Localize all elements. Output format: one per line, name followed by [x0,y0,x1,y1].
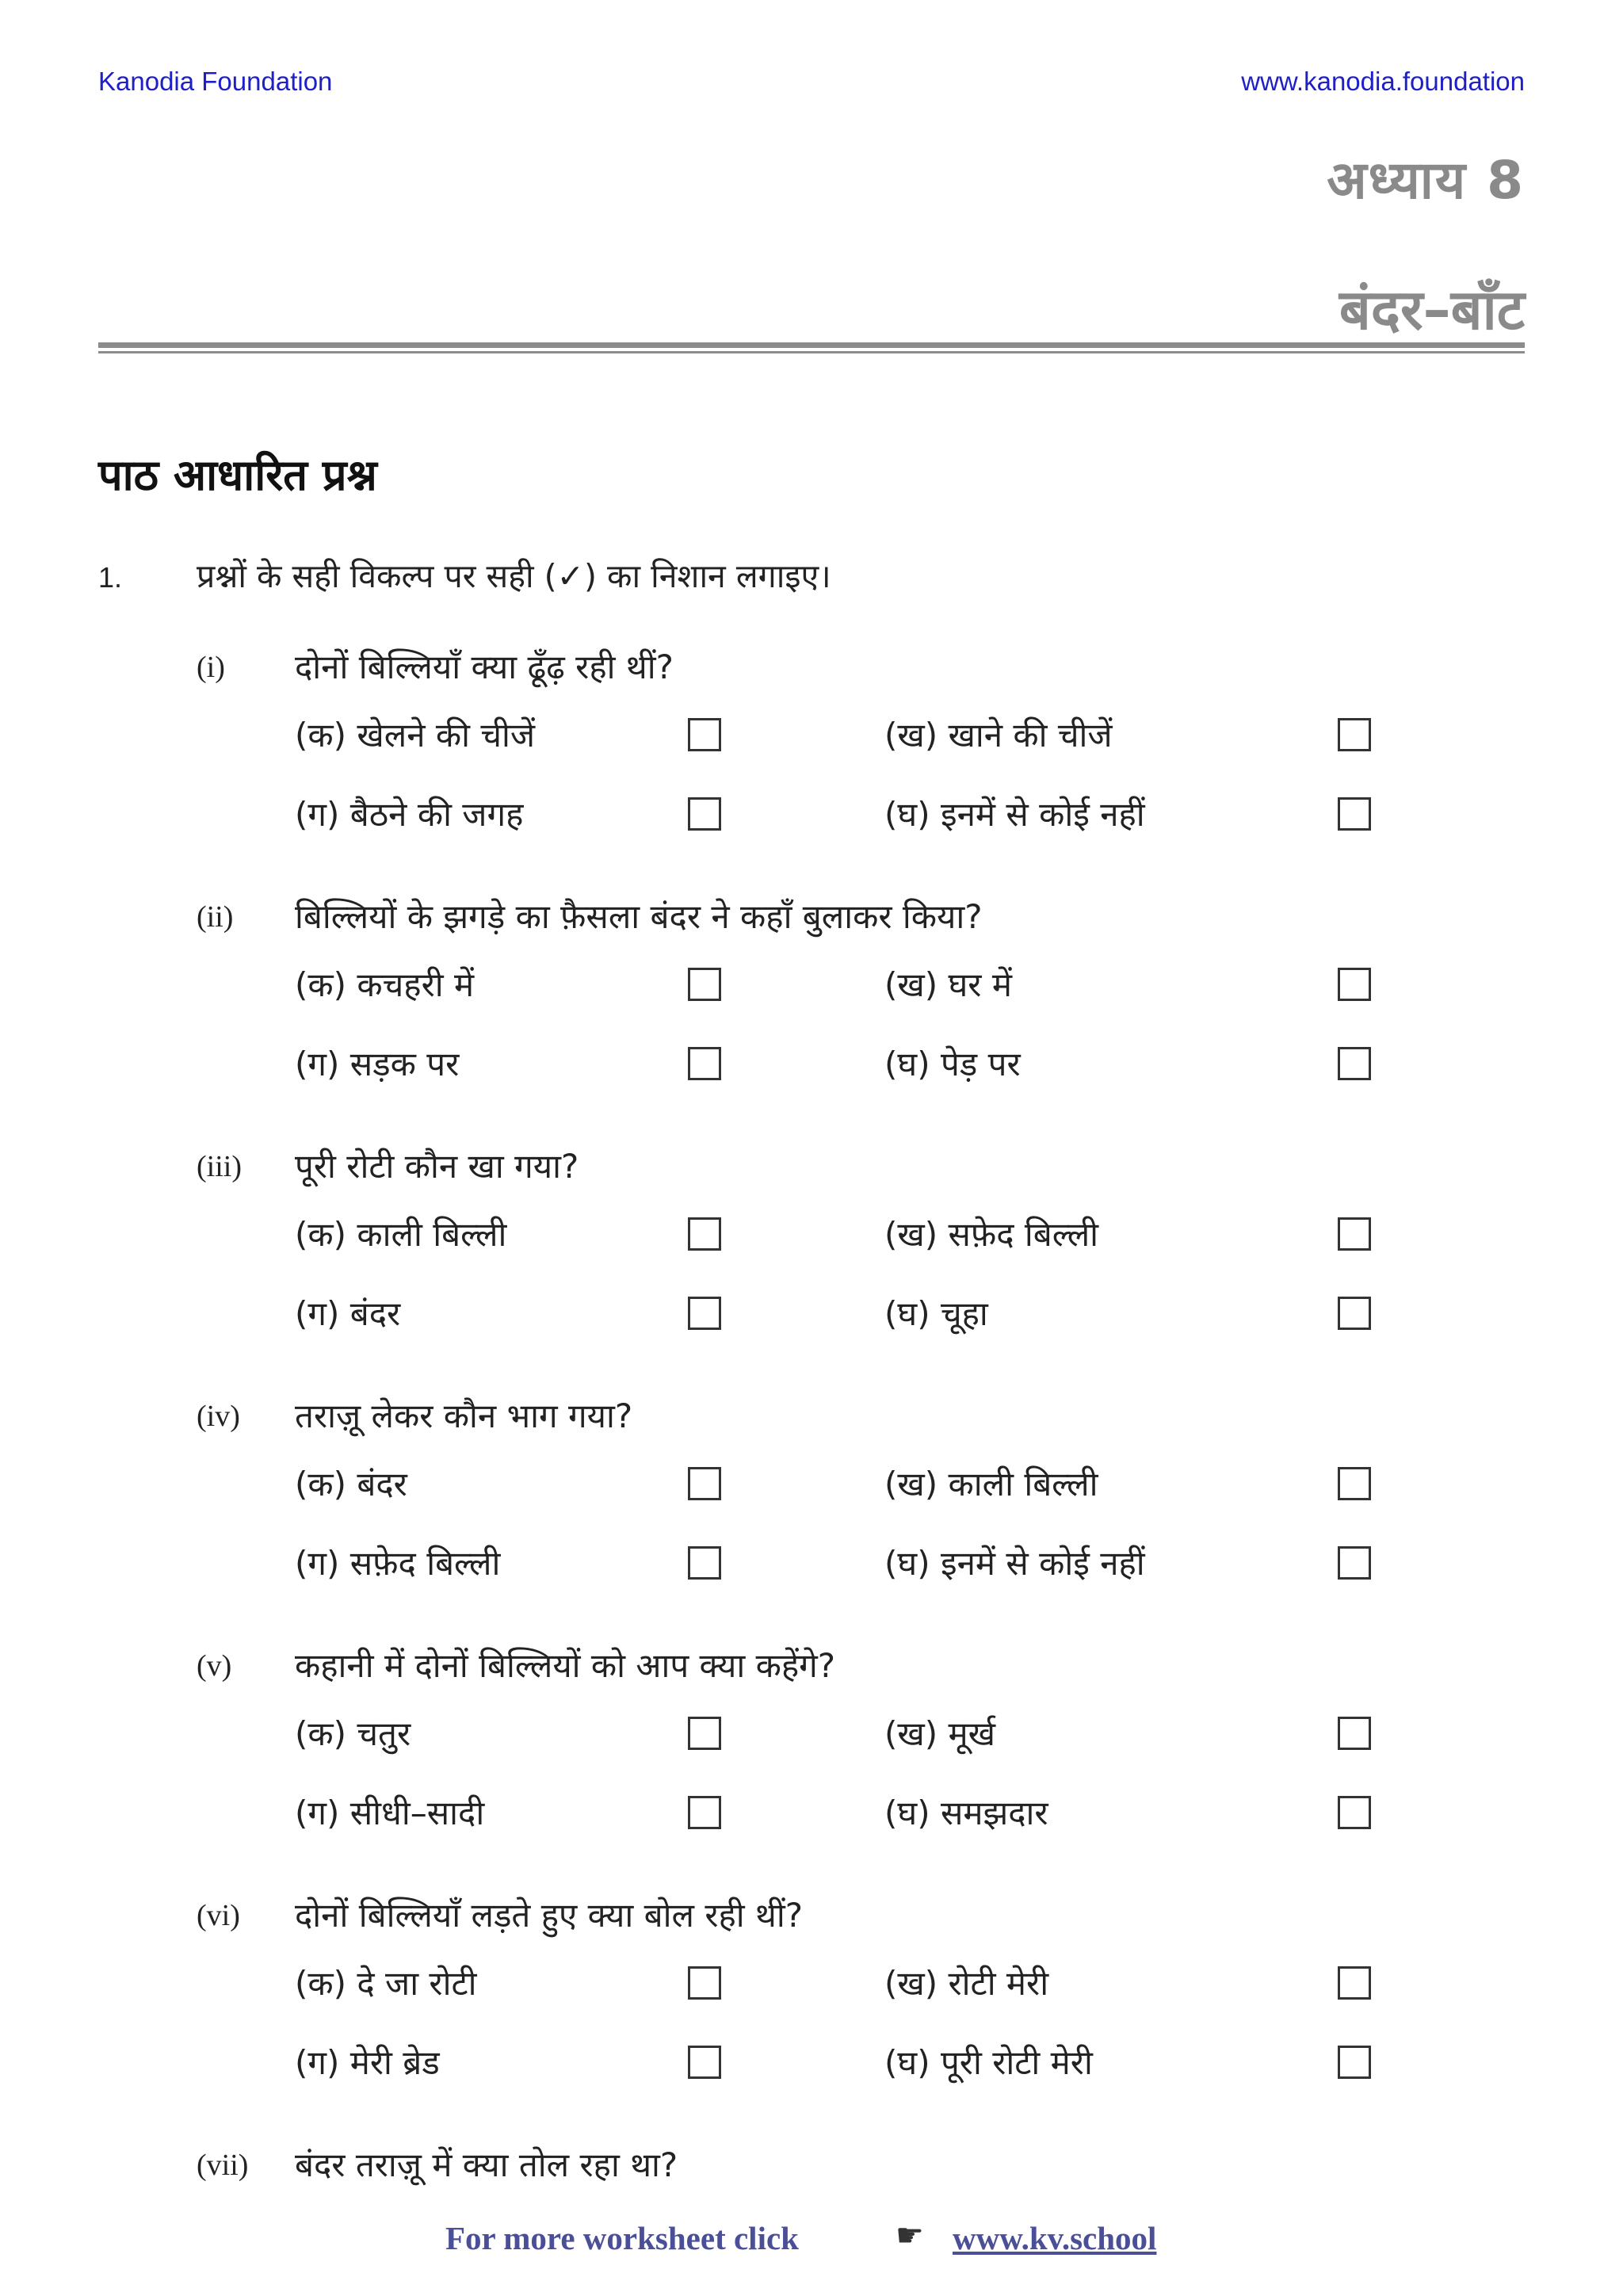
checkbox-ga[interactable] [688,1297,721,1330]
option-gha: (घ) पेड़ पर [884,1045,1021,1083]
option-kha: (ख) काली बिल्ली [884,1465,1098,1503]
header-url[interactable]: www.kanodia.foundation [1241,67,1525,96]
item-number: (v) [197,1649,232,1683]
option-ka: (क) चतुर [295,1714,411,1753]
item-question: दोनों बिल्लियाँ क्या ढूँढ़ रही थीं? [295,648,674,686]
footer-link[interactable]: www.kv.school [953,2220,1157,2256]
chapter-title: बंदर–बाँट [1338,277,1525,342]
checkbox-gha[interactable] [1338,797,1371,831]
item-number: (vi) [197,1899,240,1932]
option-gha: (घ) इनमें से कोई नहीं [884,795,1145,834]
option-kha: (ख) मूर्ख [884,1714,995,1753]
item-question: बंदर तराज़ू में क्या तोल रहा था? [295,2145,678,2184]
option-kha: (ख) रोटी मेरी [884,1964,1049,2003]
option-kha: (ख) सफ़ेद बिल्ली [884,1215,1099,1254]
checkbox-ka[interactable] [688,968,721,1001]
option-kha: (ख) घर में [884,965,1012,1004]
checkbox-ga[interactable] [688,1047,721,1080]
mcq-item [197,650,1465,888]
chapter-number: अध्याय 8 [1327,150,1525,211]
header-brand: Kanodia Foundation [98,67,333,96]
checkbox-ga[interactable] [688,2046,721,2079]
item-question: बिल्लियों के झगड़े का फ़ैसला बंदर ने कहाँ बुलाकर किया? [295,897,983,936]
item-question: दोनों बिल्लियाँ लड़ते हुए क्या बोल रही थीं? [295,1896,804,1935]
checkbox-gha[interactable] [1338,1047,1371,1080]
option-kha: (ख) खाने की चीजें [884,716,1113,755]
option-ga: (ग) बंदर [295,1294,401,1333]
option-ga: (ग) सफ़ेद बिल्ली [295,1544,501,1583]
mcq-item [197,2145,1465,2195]
option-ka: (क) कचहरी में [295,965,475,1004]
question-instruction: प्रश्नों के सही विकल्प पर सही (✓) का निशान लगाइए। [197,557,831,595]
checkbox-kha[interactable] [1338,1966,1371,2000]
mcq-item [197,1648,1465,1886]
option-ga: (ग) सीधी–सादी [295,1794,485,1832]
checkbox-ka[interactable] [688,1966,721,2000]
question-number: 1. [98,561,123,594]
item-number: (iv) [197,1400,240,1433]
footer-text: For more worksheet click [445,2220,799,2256]
option-ga: (ग) सड़क पर [295,1045,460,1083]
checkbox-gha[interactable] [1338,2046,1371,2079]
item-number: (ii) [197,900,234,934]
mcq-item [197,1898,1465,2136]
option-gha: (घ) चूहा [884,1294,988,1333]
mcq-item [197,1149,1465,1387]
option-gha: (घ) समझदार [884,1794,1048,1832]
checkbox-ka[interactable] [688,1717,721,1750]
item-number: (i) [197,651,225,684]
checkbox-ga[interactable] [688,797,721,831]
checkbox-gha[interactable] [1338,1546,1371,1580]
option-ga: (ग) बैठने की जगह [295,795,524,834]
item-question: पूरी रोटी कौन खा गया? [295,1147,579,1186]
section-title: पाठ आधारित प्रश्न [98,450,377,500]
item-number: (iii) [197,1150,242,1183]
option-ga: (ग) मेरी ब्रेड [295,2043,440,2082]
checkbox-ka[interactable] [688,718,721,751]
option-ka: (क) बंदर [295,1465,407,1503]
checkbox-ka[interactable] [688,1467,721,1500]
title-divider [98,342,1525,348]
checkbox-kha[interactable] [1338,968,1371,1001]
checkbox-kha[interactable] [1338,1217,1371,1251]
item-question: तराज़ू लेकर कौन भाग गया? [295,1396,633,1435]
item-number: (vii) [197,2149,249,2182]
option-ka: (क) खेलने की चीजें [295,716,536,755]
checkbox-ka[interactable] [688,1217,721,1251]
checkbox-gha[interactable] [1338,1297,1371,1330]
title-divider-thin [98,351,1525,353]
checkbox-kha[interactable] [1338,1717,1371,1750]
checkbox-ga[interactable] [688,1796,721,1829]
option-ka: (क) दे जा रोटी [295,1964,477,2003]
checkbox-ga[interactable] [688,1546,721,1580]
checkbox-kha[interactable] [1338,1467,1371,1500]
option-gha: (घ) इनमें से कोई नहीं [884,1544,1145,1583]
option-ka: (क) काली बिल्ली [295,1215,507,1254]
option-gha: (घ) पूरी रोटी मेरी [884,2043,1093,2082]
checkbox-kha[interactable] [1338,718,1371,751]
mcq-item [197,1396,1465,1637]
pointing-hand-icon: ☛ [896,2218,924,2254]
mcq-item [197,897,1465,1137]
checkbox-gha[interactable] [1338,1796,1371,1829]
item-question: कहानी में दोनों बिल्लियों को आप क्या कहेंगे? [295,1646,836,1685]
